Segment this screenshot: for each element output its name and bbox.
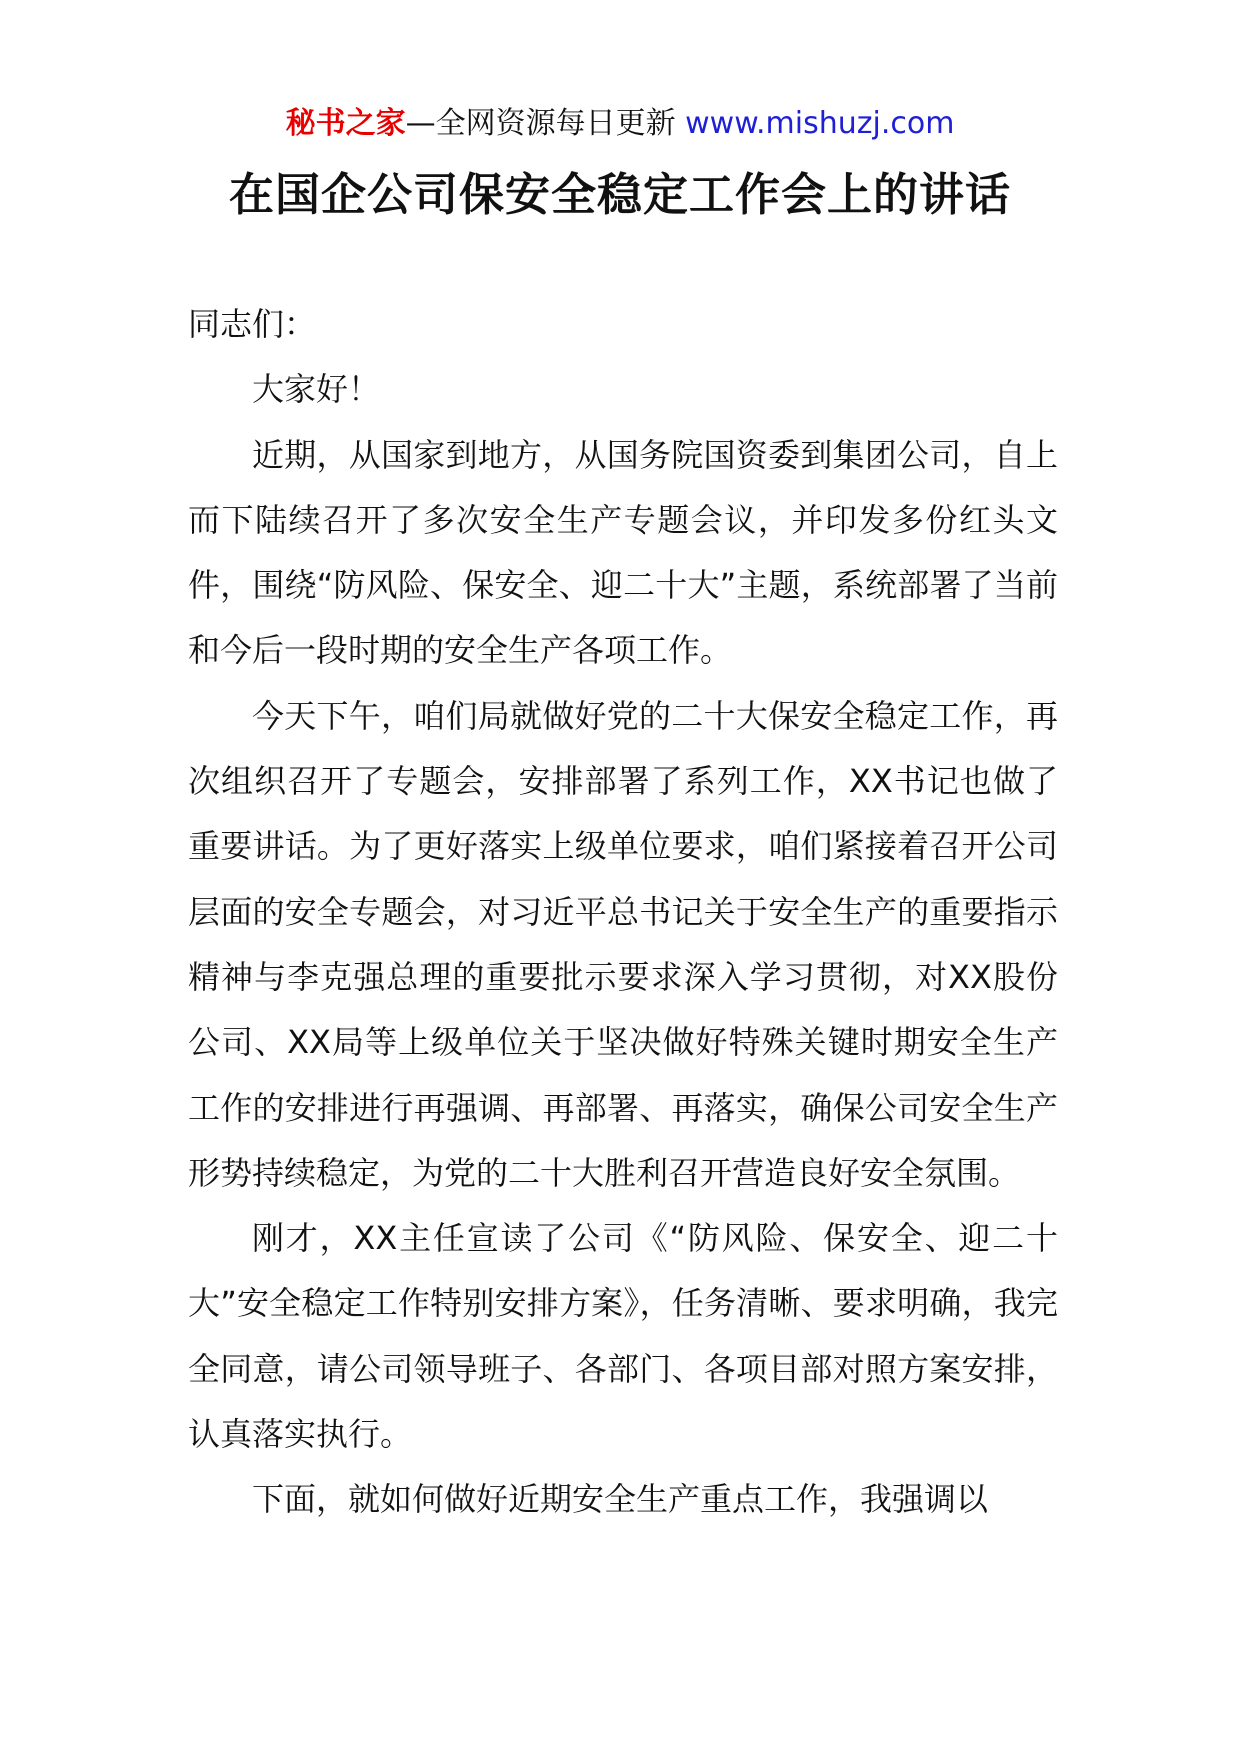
paragraph: 近期，从国家到地方，从国务院国资委到集团公司，自上而下陆续召开了多次安全生产专题会议，并印发多份红头文件，围绕“防风险、保安全、迎二十大”主题，系统部署了当前和今后一段时期的安全生产各项工作。 [188, 435, 1058, 670]
site-banner [0, 102, 1240, 146]
banner-brand: 秘书之家 [285, 106, 406, 141]
banner-tagline: —全网资源每日更新 [405, 106, 686, 141]
salutation: 同志们： [188, 305, 317, 343]
banner-url-link[interactable]: www.mishuzj.com [685, 106, 955, 141]
paragraph: 大家好！ [252, 370, 381, 409]
paragraph: 下面，就如何做好近期安全生产重点工作，我强调以 [252, 1480, 989, 1519]
document-title: 在国企公司保安全稳定工作会上的讲话 [228, 168, 1011, 221]
document-body [188, 292, 1058, 1533]
paragraph: 刚才，XX主任宣读了公司《“防风险、保安全、迎二十大”安全稳定工作特别安排方案》，任务清晰、要求明确，我完全同意，请公司领导班子、各部门、各项目部对照方案安排，认真落实执行。 [188, 1219, 1058, 1454]
paragraph: 今天下午，咱们局就做好党的二十大保安全稳定工作，再次组织召开了专题会，安排部署了系列工作，XX书记也做了重要讲话。为了更好落实上级单位要求，咱们紧接着召开公司层面的安全专题会，对习近平总书记关于安全生产的重要指示精神与李克强总理的重要批示要求深入学习贯彻，对XX股份公司、XX局等上级单位关于坚决做好特殊关键时期安全生产工作的安排进行再强调、再部署、再落实，确保公司安全生产形势持续稳定，为党的二十大胜利召开营造良好安全氛围。 [188, 696, 1058, 1192]
